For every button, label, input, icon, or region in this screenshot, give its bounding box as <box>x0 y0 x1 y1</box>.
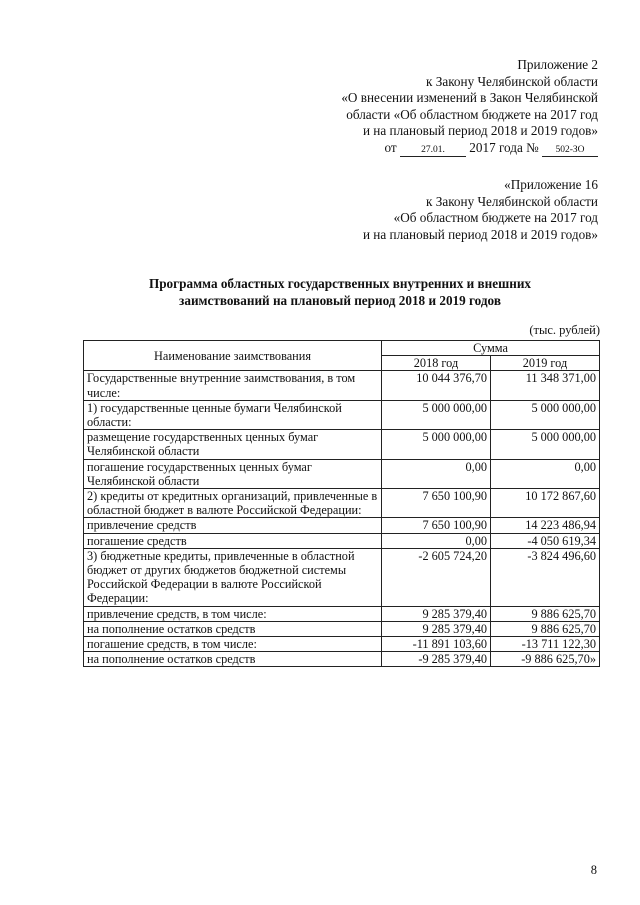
row-name: размещение государственных ценных бумаг Челябинской области <box>84 430 382 459</box>
row-2019: -4 050 619,34 <box>491 533 600 548</box>
row-name: 1) государственные ценные бумаги Челябинской области: <box>84 400 382 429</box>
appendix-16-line: «Приложение 16 <box>504 177 598 192</box>
appendix-16-header <box>363 177 598 243</box>
header-name: Наименование заимствования <box>84 341 382 371</box>
appendix-2-header <box>341 57 598 157</box>
appendix-2-line: «О внесении изменений в Закон Челябинской <box>341 90 598 106</box>
row-2018: 5 000 000,00 <box>382 400 491 429</box>
table-row <box>84 606 600 621</box>
row-2018: 9 285 379,40 <box>382 606 491 621</box>
row-2019: 14 223 486,94 <box>491 518 600 533</box>
row-2019: 5 000 000,00 <box>491 430 600 459</box>
table-row <box>84 652 600 667</box>
row-2019: -13 711 122,30 <box>491 637 600 652</box>
row-2018: 0,00 <box>382 533 491 548</box>
date-prefix: от <box>384 139 397 155</box>
title-line-1: Программа областных государственных внутренних и внешних <box>148 276 532 291</box>
row-name: Государственные внутренние заимствования, в том числе: <box>84 371 382 400</box>
appendix-2-line: к Закону Челябинской области <box>426 73 598 89</box>
table-row <box>84 430 600 459</box>
row-2019: -3 824 496,60 <box>491 548 600 606</box>
row-name: 3) бюджетные кредиты, привлеченные в областной бюджет от других бюджетов бюджетной системы Российской Федерации в валюте Российской Федерации: <box>84 548 382 606</box>
row-name: привлечение средств <box>84 518 382 533</box>
borrowing-table <box>83 340 600 667</box>
row-2019: 9 886 625,70 <box>491 621 600 636</box>
row-2018: -2 605 724,20 <box>382 548 491 606</box>
appendix-16-line: и на плановый период 2018 и 2019 годов» <box>362 226 598 242</box>
row-2019: 0,00 <box>491 459 600 488</box>
row-2019: 10 172 867,60 <box>491 489 600 518</box>
page-number: 8 <box>590 863 597 877</box>
header-2019: 2019 год <box>491 356 600 371</box>
law-date-line <box>341 140 598 157</box>
row-name: привлечение средств, в том числе: <box>84 606 382 621</box>
appendix-2-line: области «Об областном бюджете на 2017 год <box>346 106 598 122</box>
row-name: погашение государственных ценных бумаг Челябинской области <box>84 459 382 488</box>
row-name: погашение средств <box>84 533 382 548</box>
row-name: на пополнение остатков средств <box>84 621 382 636</box>
table-row <box>84 533 600 548</box>
table-row <box>84 459 600 488</box>
appendix-16-line: к Закону Челябинской области <box>426 193 598 209</box>
table-row <box>84 637 600 652</box>
table-row <box>84 371 600 400</box>
row-2018: 0,00 <box>382 459 491 488</box>
row-name: 2) кредиты от кредитных организаций, привлеченные в областной бюджет в валюте Российской Федерации: <box>84 489 382 518</box>
row-2018: 7 650 100,90 <box>382 489 491 518</box>
row-2018: 10 044 376,70 <box>382 371 491 400</box>
row-2018: 5 000 000,00 <box>382 430 491 459</box>
row-2018: -9 285 379,40 <box>382 652 491 667</box>
table-header-row <box>84 341 600 356</box>
row-2018: 9 285 379,40 <box>382 621 491 636</box>
document-title <box>80 275 600 309</box>
appendix-2-line: Приложение 2 <box>517 57 598 72</box>
title-line-2: заимствований на плановый период 2018 и 2019 годов <box>179 293 501 308</box>
row-name: погашение средств, в том числе: <box>84 637 382 652</box>
appendix-2-line: и на плановый период 2018 и 2019 годов» <box>362 123 598 139</box>
row-2018: -11 891 103,60 <box>382 637 491 652</box>
table-row <box>84 518 600 533</box>
date-suffix: 2017 года № <box>469 139 539 155</box>
law-date-field: 27.01. <box>400 144 466 157</box>
table-row <box>84 621 600 636</box>
row-2019: -9 886 625,70» <box>491 652 600 667</box>
row-2018: 7 650 100,90 <box>382 518 491 533</box>
table-row <box>84 400 600 429</box>
row-name: на пополнение остатков средств <box>84 652 382 667</box>
header-2018: 2018 год <box>382 356 491 371</box>
row-2019: 9 886 625,70 <box>491 606 600 621</box>
header-sum: Сумма <box>382 341 600 356</box>
row-2019: 5 000 000,00 <box>491 400 600 429</box>
table-row <box>84 548 600 606</box>
table-row <box>84 489 600 518</box>
law-number-field: 502-ЗО <box>542 144 598 157</box>
units-label: (тыс. рублей) <box>529 323 600 337</box>
appendix-16-line: «Об областном бюджете на 2017 год <box>393 210 598 226</box>
row-2019: 11 348 371,00 <box>491 371 600 400</box>
